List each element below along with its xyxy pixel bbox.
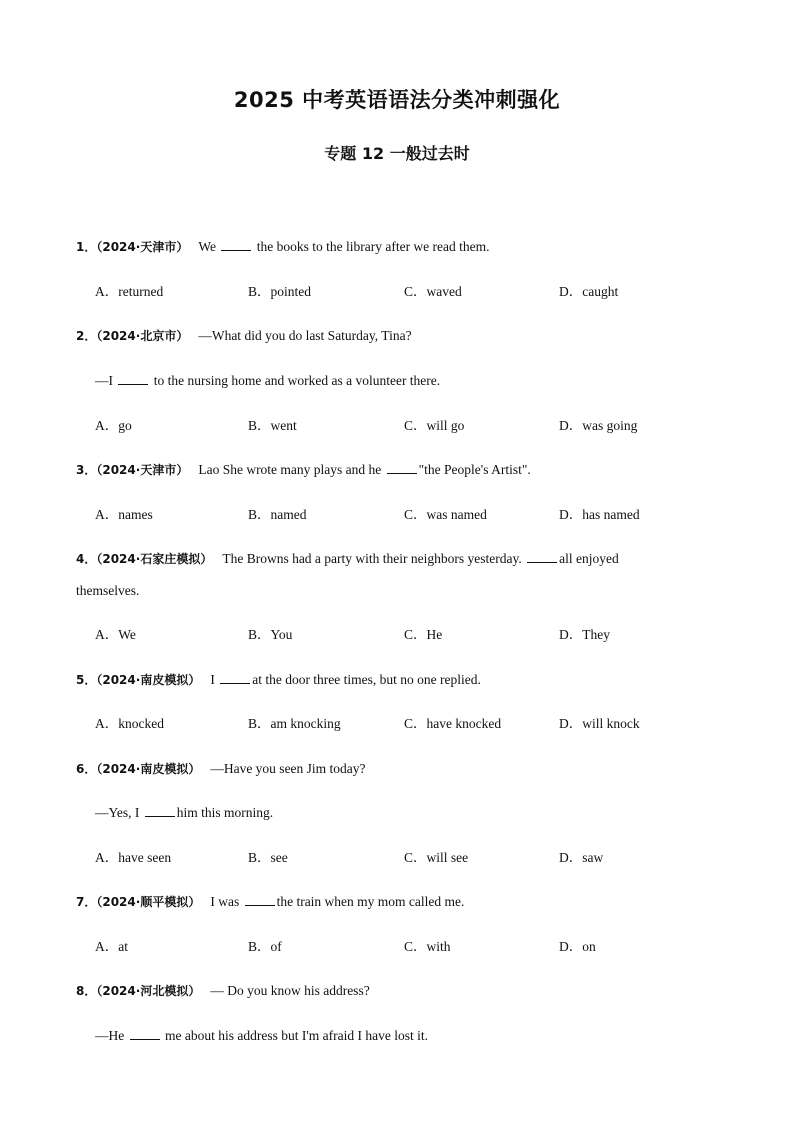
question-line xyxy=(95,1027,428,1045)
question-number: 2． xyxy=(76,329,97,343)
answer-option[interactable]: B．of xyxy=(248,939,282,954)
question-source: （2024·北京市） xyxy=(96,329,189,343)
question-line xyxy=(76,327,412,345)
answer-blank xyxy=(220,671,250,684)
question-text: —I xyxy=(95,373,117,388)
answer-option[interactable]: D．caught xyxy=(559,284,619,299)
question-text: — Do you know his address? xyxy=(210,983,370,998)
question-text: We xyxy=(198,239,220,254)
question-line xyxy=(95,804,273,822)
question-line xyxy=(76,550,619,568)
answer-option[interactable]: D．has named xyxy=(559,507,640,522)
page-subtitle: 专题 12 一般过去时 xyxy=(324,144,470,163)
answer-option[interactable]: B．named xyxy=(248,507,307,522)
question-text: me about his address but I'm afraid I have lost it. xyxy=(161,1028,428,1043)
question-text: Lao She wrote many plays and he xyxy=(198,462,385,477)
answer-option[interactable]: B．went xyxy=(248,418,297,433)
answer-option[interactable]: A．names xyxy=(95,507,153,522)
answer-option[interactable]: A．have seen xyxy=(95,850,172,865)
answer-option[interactable]: D．saw xyxy=(559,850,604,865)
answer-option[interactable]: C．have knocked xyxy=(404,716,502,731)
answer-option[interactable]: A．We xyxy=(95,627,136,642)
question-number: 8． xyxy=(76,984,97,998)
question-number: 1． xyxy=(76,240,97,254)
answer-option[interactable]: D．on xyxy=(559,939,596,954)
question-source: （2024·南皮模拟） xyxy=(96,762,201,776)
question-text: to the nursing home and worked as a volunteer there. xyxy=(150,373,441,388)
question-text: I was xyxy=(210,894,243,909)
question-source: （2024·石家庄模拟） xyxy=(96,552,213,566)
answer-option[interactable]: C．was named xyxy=(404,507,487,522)
answer-blank xyxy=(221,238,251,251)
question-text: The Browns had a party with their neighbors yesterday. xyxy=(222,551,526,566)
question-line xyxy=(76,982,370,1000)
answer-option[interactable]: C．will see xyxy=(404,850,469,865)
question-source: （2024·天津市） xyxy=(96,463,189,477)
question-line xyxy=(76,893,464,911)
question-line xyxy=(76,582,139,600)
answer-blank xyxy=(387,461,417,474)
answer-option[interactable]: A．go xyxy=(95,418,132,433)
question-number: 4． xyxy=(76,552,97,566)
page-title: 2025 中考英语语法分类冲刺强化 xyxy=(233,88,561,112)
question-text: "the People's Artist". xyxy=(418,462,531,477)
answer-option[interactable]: A．at xyxy=(95,939,128,954)
question-text: —Have you seen Jim today? xyxy=(210,761,366,776)
answer-option[interactable]: D．They xyxy=(559,627,610,642)
question-text: I xyxy=(210,672,219,687)
question-text: themselves. xyxy=(76,583,140,598)
answer-option[interactable]: C．waved xyxy=(404,284,462,299)
question-source: （2024·河北模拟） xyxy=(96,984,201,998)
question-text: the books to the library after we read them. xyxy=(253,239,490,254)
answer-option[interactable]: B．see xyxy=(248,850,288,865)
question-text: all enjoyed xyxy=(559,551,619,566)
question-text: —He xyxy=(95,1028,128,1043)
answer-blank xyxy=(527,550,557,563)
answer-option[interactable]: C．He xyxy=(404,627,443,642)
question-line xyxy=(95,372,440,390)
question-line xyxy=(76,671,481,689)
question-number: 7． xyxy=(76,895,97,909)
question-number: 6． xyxy=(76,762,97,776)
question-number: 3． xyxy=(76,463,97,477)
question-line xyxy=(76,461,531,479)
question-source: （2024·南皮模拟） xyxy=(96,673,201,687)
answer-blank xyxy=(145,804,175,817)
answer-option[interactable]: C．with xyxy=(404,939,451,954)
question-source: （2024·顺平模拟） xyxy=(96,895,201,909)
answer-option[interactable]: A．knocked xyxy=(95,716,164,731)
answer-blank xyxy=(118,372,148,385)
question-number: 5． xyxy=(76,673,97,687)
question-line xyxy=(76,760,366,778)
answer-option[interactable]: A．returned xyxy=(95,284,164,299)
question-text: him this morning. xyxy=(176,805,274,820)
question-text: —What did you do last Saturday, Tina? xyxy=(198,328,412,343)
question-line xyxy=(76,238,490,256)
question-source: （2024·天津市） xyxy=(96,240,189,254)
answer-option[interactable]: D．will knock xyxy=(559,716,640,731)
answer-option[interactable]: D．was going xyxy=(559,418,638,433)
answer-option[interactable]: B．am knocking xyxy=(248,716,341,731)
answer-option[interactable]: C．will go xyxy=(404,418,465,433)
question-text: the train when my mom called me. xyxy=(276,894,465,909)
question-text: —Yes, I xyxy=(95,805,143,820)
question-text: at the door three times, but no one replied. xyxy=(252,672,481,687)
answer-blank xyxy=(130,1027,160,1040)
answer-blank xyxy=(245,893,275,906)
answer-option[interactable]: B．pointed xyxy=(248,284,311,299)
answer-option[interactable]: B．You xyxy=(248,627,293,642)
